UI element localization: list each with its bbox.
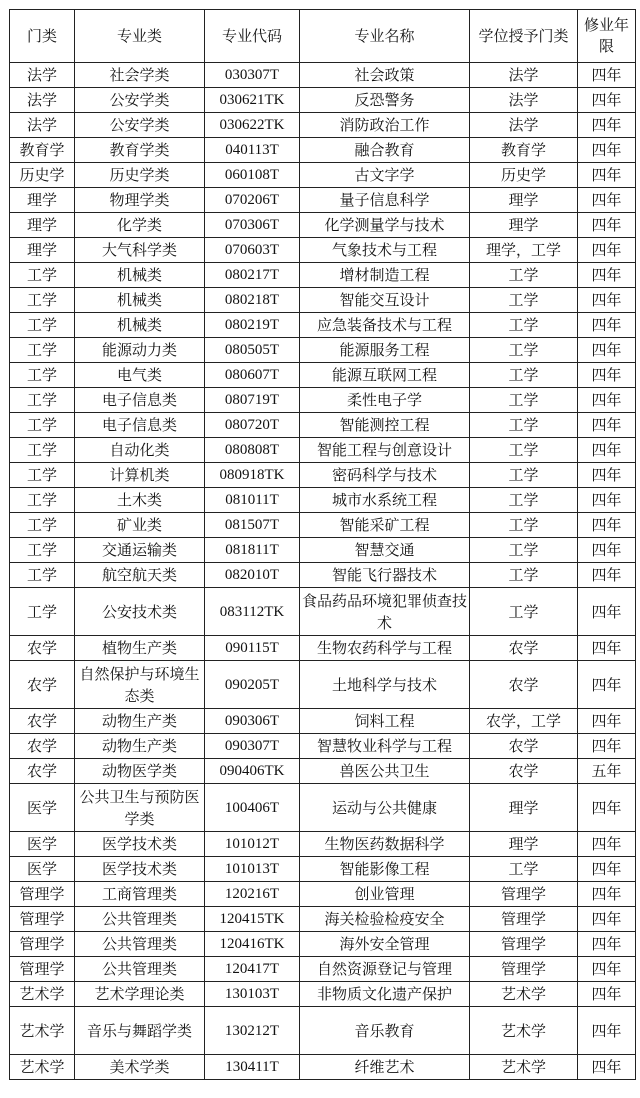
cell-major-code: 080219T	[205, 313, 300, 338]
cell-discipline-class: 土木类	[75, 488, 205, 513]
cell-discipline-class: 公共卫生与预防医学类	[75, 784, 205, 832]
table-row	[10, 213, 636, 238]
cell-major-name: 能源互联网工程	[300, 363, 470, 388]
cell-degree-category: 农学，工学	[470, 709, 578, 734]
cell-major-name: 土地科学与技术	[300, 661, 470, 709]
cell-duration: 四年	[578, 188, 636, 213]
cell-category: 历史学	[10, 163, 75, 188]
cell-discipline-class: 电气类	[75, 363, 205, 388]
cell-duration: 四年	[578, 263, 636, 288]
cell-major-name: 城市水系统工程	[300, 488, 470, 513]
cell-duration: 四年	[578, 63, 636, 88]
cell-discipline-class: 公共管理类	[75, 907, 205, 932]
cell-degree-category: 工学	[470, 263, 578, 288]
cell-major-name: 生物农药科学与工程	[300, 636, 470, 661]
cell-duration: 四年	[578, 832, 636, 857]
cell-major-code: 090307T	[205, 734, 300, 759]
cell-degree-category: 法学	[470, 63, 578, 88]
cell-degree-category: 理学，工学	[470, 238, 578, 263]
header-category: 门类	[10, 10, 75, 63]
cell-major-name: 古文字学	[300, 163, 470, 188]
cell-discipline-class: 化学类	[75, 213, 205, 238]
table-row	[10, 488, 636, 513]
table-row	[10, 338, 636, 363]
cell-major-code: 080505T	[205, 338, 300, 363]
cell-duration: 四年	[578, 488, 636, 513]
cell-degree-category: 工学	[470, 288, 578, 313]
table-row	[10, 588, 636, 636]
cell-category: 工学	[10, 438, 75, 463]
cell-major-code: 081011T	[205, 488, 300, 513]
cell-degree-category: 理学	[470, 213, 578, 238]
cell-degree-category: 管理学	[470, 957, 578, 982]
header-major-code: 专业代码	[205, 10, 300, 63]
cell-category: 工学	[10, 313, 75, 338]
table-row	[10, 759, 636, 784]
cell-major-name: 生物医药数据科学	[300, 832, 470, 857]
cell-duration: 四年	[578, 857, 636, 882]
cell-duration: 四年	[578, 563, 636, 588]
cell-discipline-class: 音乐与舞蹈学类	[75, 1007, 205, 1055]
cell-major-name: 社会政策	[300, 63, 470, 88]
cell-discipline-class: 历史学类	[75, 163, 205, 188]
cell-major-name: 智能飞行器技术	[300, 563, 470, 588]
table-row	[10, 113, 636, 138]
cell-category: 农学	[10, 636, 75, 661]
cell-duration: 四年	[578, 313, 636, 338]
cell-category: 管理学	[10, 907, 75, 932]
cell-category: 工学	[10, 513, 75, 538]
cell-degree-category: 理学	[470, 188, 578, 213]
cell-category: 艺术学	[10, 1055, 75, 1080]
cell-major-name: 应急装备技术与工程	[300, 313, 470, 338]
table-row	[10, 636, 636, 661]
cell-major-code: 080918TK	[205, 463, 300, 488]
cell-discipline-class: 教育学类	[75, 138, 205, 163]
cell-major-code: 120417T	[205, 957, 300, 982]
table-row	[10, 188, 636, 213]
cell-major-name: 智慧交通	[300, 538, 470, 563]
cell-degree-category: 艺术学	[470, 1007, 578, 1055]
table-row	[10, 563, 636, 588]
cell-category: 工学	[10, 388, 75, 413]
cell-major-code: 030622TK	[205, 113, 300, 138]
cell-duration: 四年	[578, 957, 636, 982]
cell-degree-category: 工学	[470, 588, 578, 636]
header-discipline-class: 专业类	[75, 10, 205, 63]
cell-degree-category: 工学	[470, 438, 578, 463]
cell-major-code: 101012T	[205, 832, 300, 857]
cell-major-code: 090205T	[205, 661, 300, 709]
cell-degree-category: 工学	[470, 513, 578, 538]
cell-duration: 四年	[578, 588, 636, 636]
cell-major-name: 能源服务工程	[300, 338, 470, 363]
table-row	[10, 163, 636, 188]
cell-category: 教育学	[10, 138, 75, 163]
table-row	[10, 63, 636, 88]
table-row	[10, 263, 636, 288]
cell-major-code: 082010T	[205, 563, 300, 588]
cell-category: 法学	[10, 113, 75, 138]
cell-major-code: 080607T	[205, 363, 300, 388]
cell-degree-category: 工学	[470, 388, 578, 413]
cell-discipline-class: 公共管理类	[75, 957, 205, 982]
cell-major-code: 100406T	[205, 784, 300, 832]
cell-category: 工学	[10, 338, 75, 363]
cell-major-name: 创业管理	[300, 882, 470, 907]
cell-major-code: 070603T	[205, 238, 300, 263]
table-row	[10, 982, 636, 1007]
cell-category: 农学	[10, 734, 75, 759]
cell-major-name: 智能交互设计	[300, 288, 470, 313]
cell-discipline-class: 矿业类	[75, 513, 205, 538]
table-row	[10, 463, 636, 488]
cell-degree-category: 历史学	[470, 163, 578, 188]
cell-duration: 四年	[578, 734, 636, 759]
cell-category: 理学	[10, 238, 75, 263]
cell-category: 理学	[10, 213, 75, 238]
cell-discipline-class: 动物医学类	[75, 759, 205, 784]
cell-major-name: 自然资源登记与管理	[300, 957, 470, 982]
cell-major-name: 量子信息科学	[300, 188, 470, 213]
cell-discipline-class: 社会学类	[75, 63, 205, 88]
table-row	[10, 413, 636, 438]
cell-major-code: 120216T	[205, 882, 300, 907]
cell-major-code: 120415TK	[205, 907, 300, 932]
table-row	[10, 313, 636, 338]
cell-category: 艺术学	[10, 1007, 75, 1055]
table-row	[10, 438, 636, 463]
table-row	[10, 363, 636, 388]
cell-duration: 四年	[578, 138, 636, 163]
cell-major-code: 090306T	[205, 709, 300, 734]
table-row	[10, 88, 636, 113]
table-row	[10, 661, 636, 709]
cell-major-code: 060108T	[205, 163, 300, 188]
cell-major-name: 增材制造工程	[300, 263, 470, 288]
cell-major-code: 081507T	[205, 513, 300, 538]
cell-category: 农学	[10, 759, 75, 784]
table-row	[10, 709, 636, 734]
cell-major-code: 080808T	[205, 438, 300, 463]
cell-degree-category: 农学	[470, 661, 578, 709]
cell-major-name: 运动与公共健康	[300, 784, 470, 832]
cell-duration: 四年	[578, 513, 636, 538]
table-row	[10, 288, 636, 313]
cell-category: 工学	[10, 363, 75, 388]
cell-degree-category: 工学	[470, 538, 578, 563]
cell-discipline-class: 医学技术类	[75, 832, 205, 857]
cell-major-name: 食品药品环境犯罪侦查技术	[300, 588, 470, 636]
cell-major-name: 智能测控工程	[300, 413, 470, 438]
cell-degree-category: 工学	[470, 338, 578, 363]
cell-category: 法学	[10, 88, 75, 113]
cell-discipline-class: 大气科学类	[75, 238, 205, 263]
cell-major-code: 080720T	[205, 413, 300, 438]
cell-major-code: 083112TK	[205, 588, 300, 636]
cell-duration: 四年	[578, 932, 636, 957]
table-row	[10, 1007, 636, 1055]
cell-duration: 四年	[578, 1007, 636, 1055]
cell-duration: 四年	[578, 163, 636, 188]
cell-degree-category: 教育学	[470, 138, 578, 163]
cell-discipline-class: 医学技术类	[75, 857, 205, 882]
cell-major-name: 饲料工程	[300, 709, 470, 734]
cell-major-code: 070306T	[205, 213, 300, 238]
cell-duration: 四年	[578, 88, 636, 113]
cell-category: 管理学	[10, 882, 75, 907]
table-row	[10, 388, 636, 413]
cell-discipline-class: 公安学类	[75, 113, 205, 138]
cell-discipline-class: 艺术学理论类	[75, 982, 205, 1007]
cell-category: 医学	[10, 857, 75, 882]
cell-major-code: 101013T	[205, 857, 300, 882]
cell-category: 法学	[10, 63, 75, 88]
cell-degree-category: 法学	[470, 88, 578, 113]
cell-discipline-class: 公安技术类	[75, 588, 205, 636]
cell-category: 艺术学	[10, 982, 75, 1007]
table-body	[10, 63, 636, 1080]
cell-major-code: 130103T	[205, 982, 300, 1007]
cell-discipline-class: 电子信息类	[75, 413, 205, 438]
table-row	[10, 882, 636, 907]
cell-discipline-class: 自然保护与环境生态类	[75, 661, 205, 709]
cell-category: 农学	[10, 709, 75, 734]
cell-major-name: 智能影像工程	[300, 857, 470, 882]
cell-duration: 四年	[578, 882, 636, 907]
cell-category: 工学	[10, 563, 75, 588]
cell-degree-category: 工学	[470, 463, 578, 488]
table-row	[10, 538, 636, 563]
cell-major-name: 化学测量学与技术	[300, 213, 470, 238]
cell-major-name: 融合教育	[300, 138, 470, 163]
cell-degree-category: 管理学	[470, 907, 578, 932]
cell-category: 农学	[10, 661, 75, 709]
header-duration: 修业年限	[578, 10, 636, 63]
cell-duration: 四年	[578, 1055, 636, 1080]
cell-major-name: 柔性电子学	[300, 388, 470, 413]
cell-major-code: 130212T	[205, 1007, 300, 1055]
cell-duration: 四年	[578, 538, 636, 563]
cell-major-code: 130411T	[205, 1055, 300, 1080]
cell-category: 工学	[10, 413, 75, 438]
cell-degree-category: 艺术学	[470, 982, 578, 1007]
table-row	[10, 238, 636, 263]
cell-category: 管理学	[10, 932, 75, 957]
cell-discipline-class: 计算机类	[75, 463, 205, 488]
cell-degree-category: 工学	[470, 363, 578, 388]
cell-category: 工学	[10, 288, 75, 313]
cell-major-name: 气象技术与工程	[300, 238, 470, 263]
cell-major-name: 非物质文化遗产保护	[300, 982, 470, 1007]
majors-table	[9, 9, 636, 1080]
cell-discipline-class: 动物生产类	[75, 734, 205, 759]
cell-major-name: 海关检验检疫安全	[300, 907, 470, 932]
cell-discipline-class: 公安学类	[75, 88, 205, 113]
cell-major-code: 080217T	[205, 263, 300, 288]
table-row	[10, 957, 636, 982]
cell-major-name: 密码科学与技术	[300, 463, 470, 488]
cell-discipline-class: 美术学类	[75, 1055, 205, 1080]
cell-discipline-class: 工商管理类	[75, 882, 205, 907]
cell-discipline-class: 物理学类	[75, 188, 205, 213]
cell-major-code: 070206T	[205, 188, 300, 213]
table-row	[10, 857, 636, 882]
cell-discipline-class: 自动化类	[75, 438, 205, 463]
header-degree-category: 学位授予门类	[470, 10, 578, 63]
cell-category: 工学	[10, 263, 75, 288]
cell-duration: 四年	[578, 636, 636, 661]
header-major-name: 专业名称	[300, 10, 470, 63]
cell-major-code: 120416TK	[205, 932, 300, 957]
cell-major-code: 090115T	[205, 636, 300, 661]
cell-major-code: 081811T	[205, 538, 300, 563]
cell-duration: 四年	[578, 907, 636, 932]
cell-duration: 四年	[578, 338, 636, 363]
table-row	[10, 734, 636, 759]
table-row	[10, 832, 636, 857]
table-row	[10, 932, 636, 957]
cell-discipline-class: 航空航天类	[75, 563, 205, 588]
cell-duration: 四年	[578, 709, 636, 734]
cell-degree-category: 农学	[470, 734, 578, 759]
cell-major-name: 兽医公共卫生	[300, 759, 470, 784]
cell-discipline-class: 电子信息类	[75, 388, 205, 413]
cell-major-code: 030307T	[205, 63, 300, 88]
cell-duration: 四年	[578, 363, 636, 388]
cell-degree-category: 工学	[470, 563, 578, 588]
cell-degree-category: 工学	[470, 857, 578, 882]
cell-category: 管理学	[10, 957, 75, 982]
cell-duration: 四年	[578, 388, 636, 413]
cell-category: 工学	[10, 463, 75, 488]
cell-degree-category: 理学	[470, 784, 578, 832]
cell-degree-category: 管理学	[470, 932, 578, 957]
cell-duration: 四年	[578, 288, 636, 313]
cell-category: 医学	[10, 832, 75, 857]
cell-degree-category: 法学	[470, 113, 578, 138]
cell-duration: 四年	[578, 784, 636, 832]
cell-degree-category: 农学	[470, 636, 578, 661]
table-row	[10, 1055, 636, 1080]
cell-category: 医学	[10, 784, 75, 832]
cell-category: 工学	[10, 588, 75, 636]
header-row	[10, 10, 636, 63]
cell-major-code: 040113T	[205, 138, 300, 163]
cell-major-code: 080218T	[205, 288, 300, 313]
cell-degree-category: 工学	[470, 413, 578, 438]
cell-discipline-class: 动物生产类	[75, 709, 205, 734]
cell-discipline-class: 机械类	[75, 263, 205, 288]
cell-duration: 五年	[578, 759, 636, 784]
cell-discipline-class: 机械类	[75, 313, 205, 338]
cell-category: 理学	[10, 188, 75, 213]
cell-discipline-class: 能源动力类	[75, 338, 205, 363]
cell-category: 工学	[10, 538, 75, 563]
cell-duration: 四年	[578, 413, 636, 438]
cell-major-name: 音乐教育	[300, 1007, 470, 1055]
table-row	[10, 784, 636, 832]
cell-duration: 四年	[578, 982, 636, 1007]
cell-duration: 四年	[578, 438, 636, 463]
cell-degree-category: 理学	[470, 832, 578, 857]
cell-category: 工学	[10, 488, 75, 513]
cell-major-name: 纤维艺术	[300, 1055, 470, 1080]
cell-major-name: 海外安全管理	[300, 932, 470, 957]
cell-duration: 四年	[578, 213, 636, 238]
cell-duration: 四年	[578, 113, 636, 138]
cell-major-code: 030621TK	[205, 88, 300, 113]
table-row	[10, 138, 636, 163]
cell-degree-category: 工学	[470, 488, 578, 513]
cell-major-name: 智能工程与创意设计	[300, 438, 470, 463]
cell-discipline-class: 公共管理类	[75, 932, 205, 957]
cell-discipline-class: 植物生产类	[75, 636, 205, 661]
table-row	[10, 907, 636, 932]
table-container	[9, 9, 636, 1080]
cell-duration: 四年	[578, 661, 636, 709]
cell-major-name: 消防政治工作	[300, 113, 470, 138]
cell-major-name: 智能采矿工程	[300, 513, 470, 538]
cell-major-code: 080719T	[205, 388, 300, 413]
cell-degree-category: 管理学	[470, 882, 578, 907]
cell-discipline-class: 交通运输类	[75, 538, 205, 563]
cell-major-code: 090406TK	[205, 759, 300, 784]
cell-degree-category: 农学	[470, 759, 578, 784]
cell-degree-category: 工学	[470, 313, 578, 338]
cell-major-name: 反恐警务	[300, 88, 470, 113]
cell-duration: 四年	[578, 238, 636, 263]
cell-degree-category: 艺术学	[470, 1055, 578, 1080]
cell-duration: 四年	[578, 463, 636, 488]
cell-discipline-class: 机械类	[75, 288, 205, 313]
cell-major-name: 智慧牧业科学与工程	[300, 734, 470, 759]
table-row	[10, 513, 636, 538]
